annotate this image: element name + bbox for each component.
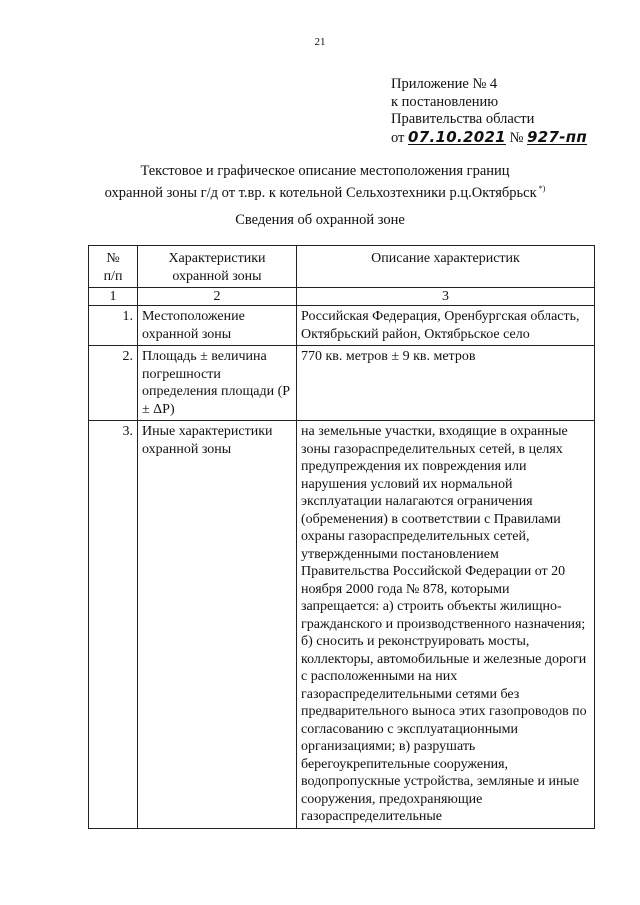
header-characteristic: Характеристики охранной зоны <box>138 246 297 288</box>
zone-table <box>88 245 595 829</box>
row-description: на земельные участки, входящие в охранные зоны газораспределительных сетей, в целях предупреждения их повреждения или нарушения условий их нормальной эксплуатации налагаются ограничения (обременения) в соответствии с Правилами охраны газораспределительных сетей, утвержденными постановлением Правительства Российской Федерации от 20 ноября 2000 года № 878, которыми запрещается: а) строить объекты жилищно-гражданского и производственного назначения; б) сносить и реконструировать мосты, коллекторы, автомобильные и железные дороги с расположенными на них газораспределительными сетями без предварительного выноса этих газопроводов по согласованию с эксплуатационными организациями; в) разрушать берегоукрепительные сооружения, водопропускные устройства, земляные и иные сооружения, предохраняющие газораспределительные <box>297 421 595 829</box>
column-number-row <box>89 288 595 306</box>
row-characteristic: Местоположение охранной зоны <box>138 306 297 346</box>
table-header-row <box>89 246 595 288</box>
appendix-line-2: к постановлению <box>391 93 499 110</box>
appendix-line-1: Приложение № 4 <box>391 76 498 92</box>
handwritten-date: 07.10.2021 <box>408 127 506 146</box>
row-num: 1. <box>89 306 138 346</box>
appendix-line-3: Правительства области <box>391 111 535 127</box>
column-number: 3 <box>297 288 595 306</box>
column-number: 2 <box>138 288 297 306</box>
page-number: 21 <box>314 36 326 48</box>
row-characteristic: Площадь ± величина погрешности определения площади (Р ± ΔР) <box>138 346 297 421</box>
handwritten-number: 927-пп <box>527 127 588 146</box>
table-row <box>89 346 595 421</box>
section-subtitle: Сведения об охранной зоне <box>235 212 405 228</box>
column-number: 1 <box>89 288 138 306</box>
appendix-block <box>391 76 587 147</box>
table-row <box>89 421 595 829</box>
footnote-mark: *) <box>538 184 546 193</box>
document-title <box>100 162 550 202</box>
title-line-2 <box>100 180 550 202</box>
date-prefix: от <box>391 129 405 146</box>
row-description: 770 кв. метров ± 9 кв. метров <box>297 346 595 421</box>
table-row <box>89 306 595 346</box>
title-line-2-text: охранной зоны г/д от т.вр. к котельной Сельхозтехники р.ц.Октябрьск <box>104 185 537 201</box>
title-line-1: Текстовое и графическое описание местоположения границ <box>140 163 510 179</box>
row-characteristic: Иные характеристики охранной зоны <box>138 421 297 829</box>
row-num: 3. <box>89 421 138 829</box>
header-num: № п/п <box>89 246 138 288</box>
header-description: Описание характеристик <box>297 246 595 288</box>
appendix-date-line <box>391 129 587 148</box>
row-description: Российская Федерация, Оренбургская область, Октябрьский район, Октябрьское село <box>297 306 595 346</box>
row-num: 2. <box>89 346 138 421</box>
number-prefix: № <box>509 129 524 146</box>
